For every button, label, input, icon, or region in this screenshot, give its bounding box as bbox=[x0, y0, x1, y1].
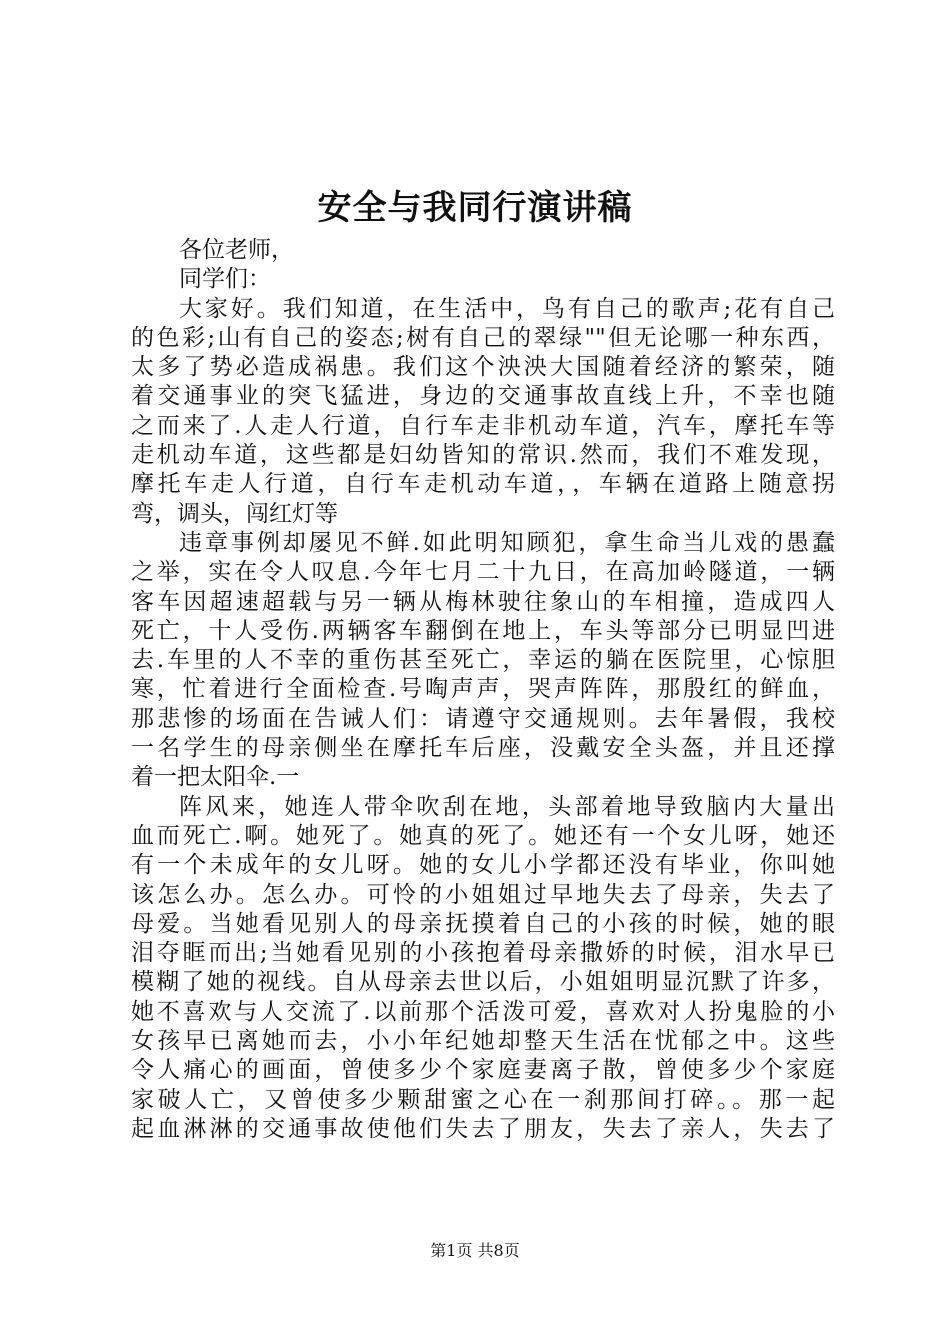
text-line: 令人痛心的画面，曾使多少个家庭妻离子散，曾使多少个家庭 bbox=[131, 1057, 835, 1084]
text-line: 寒，忙着进行全面检查.号啕声声，哭声阵阵，那殷红的鲜血， bbox=[131, 676, 835, 703]
text-line: 违章事例却屡见不鲜.如此明知顾犯，拿生命当儿戏的愚蠢 bbox=[179, 529, 835, 556]
text-line: 死亡，十人受伤.两辆客车翻倒在地上，车头等部分已明显凹进 bbox=[131, 617, 835, 644]
text-line: 大家好。我们知道，在生活中，鸟有自己的歌声;花有自己 bbox=[179, 295, 835, 322]
text-line: 母爱。当她看见别人的母亲抚摸着自己的小孩的时候，她的眼 bbox=[131, 910, 835, 937]
document-body bbox=[131, 236, 835, 1144]
text-line: 血而死亡.啊。她死了。她真的死了。她还有一个女儿呀，她还 bbox=[131, 822, 835, 849]
text-line: 女孩早已离她而去，小小年纪她却整天生活在忧郁之中。这些 bbox=[131, 1028, 835, 1055]
text-line: 弯，调头，闯红灯等 bbox=[131, 500, 338, 527]
text-line: 之举，实在令人叹息.今年七月二十九日，在高加岭隧道，一辆 bbox=[131, 559, 835, 586]
text-line: 着交通事业的突飞猛进，身边的交通事故直线上升，不幸也随 bbox=[131, 383, 835, 410]
text-line: 走机动车道，这些都是妇幼皆知的常识.然而，我们不难发现， bbox=[131, 442, 835, 469]
text-line: 有一个未成年的女儿呀。她的女儿小学都还没有毕业，你叫她 bbox=[131, 852, 835, 879]
text-line: 一名学生的母亲侧坐在摩托车后座，没戴安全头盔，并且还撑 bbox=[131, 735, 835, 762]
document-title: 安全与我同行演讲稿 bbox=[317, 188, 633, 228]
page-number-footer: 第1页 共8页 bbox=[430, 1241, 520, 1260]
text-line: 起血淋淋的交通事故使他们失去了朋友，失去了亲人，失去了 bbox=[131, 1115, 835, 1142]
text-line: 的色彩;山有自己的姿态;树有自己的翠绿""但无论哪一种东西， bbox=[131, 324, 835, 351]
text-line: 同学们： bbox=[179, 266, 271, 293]
text-line: 那悲惨的场面在告诫人们：请遵守交通规则。去年暑假，我校 bbox=[131, 705, 835, 732]
text-line: 着一把太阳伞.一 bbox=[131, 764, 300, 791]
text-line: 模糊了她的视线。自从母亲去世以后，小姐姐明显沉默了许多， bbox=[131, 969, 835, 996]
text-line: 家破人亡，又曾使多少颗甜蜜之心在一刹那间打碎。。那一起 bbox=[131, 1086, 835, 1113]
text-line: 泪夺眶而出;当她看见别的小孩抱着母亲撒娇的时候，泪水早已 bbox=[131, 940, 835, 967]
text-line: 去.车里的人不幸的重伤甚至死亡，幸运的躺在医院里，心惊胆 bbox=[131, 647, 835, 674]
text-line: 之而来了.人走人行道，自行车走非机动车道，汽车，摩托车等 bbox=[131, 412, 835, 439]
text-line: 该怎么办。怎么办。可怜的小姐姐过早地失去了母亲，失去了 bbox=[131, 881, 835, 908]
text-line: 客车因超速超载与另一辆从梅林驶往象山的车相撞，造成四人 bbox=[131, 588, 835, 615]
text-line: 阵风来，她连人带伞吹刮在地，头部着地导致脑内大量出 bbox=[179, 793, 835, 820]
text-line: 摩托车走人行道，自行车走机动车道，，车辆在道路上随意拐 bbox=[131, 471, 835, 498]
text-line: 太多了势必造成祸患。我们这个泱泱大国随着经济的繁荣，随 bbox=[131, 354, 835, 381]
text-line: 她不喜欢与人交流了.以前那个活泼可爱，喜欢对人扮鬼脸的小 bbox=[131, 998, 835, 1025]
text-line: 各位老师， bbox=[179, 237, 294, 263]
